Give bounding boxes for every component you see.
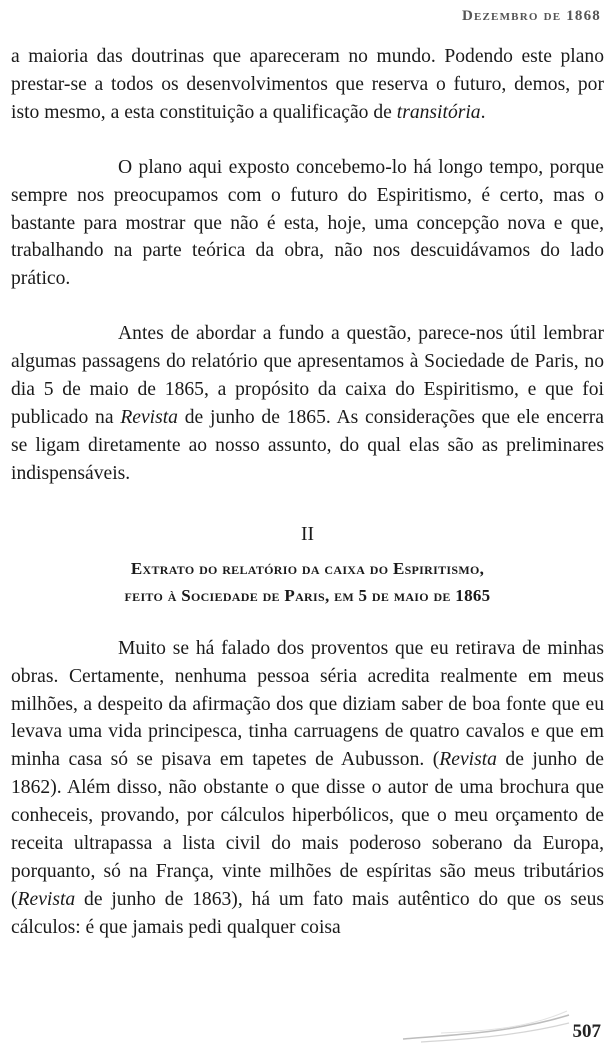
paragraph-text: de junho de 1862). Além disso, não obstante o que disse o autor de uma brochura que conheceis, provando, por cálculos hiperbólicos, que o meu orçamento de receita ultrapassa a lista civil do mais poderoso soberano da Europa, porquanto, só na França, vinte milhões de espíritas são meus tributários (: [11, 749, 604, 910]
paragraph-text: de junho de 1863), há um fato mais autêntico do que os seus cálculos: é que jamais pedi qualquer coisa: [11, 888, 604, 938]
running-header: Dezembro de 1868: [461, 8, 601, 24]
italic-revista: Revista: [17, 888, 76, 910]
paragraph-gap: [11, 488, 604, 515]
paragraph-report-intro: [11, 320, 604, 487]
section-subtitle-line-1: Extrato do relatório da caixa do Espiritismo,: [130, 558, 485, 578]
paragraph-gap: [11, 127, 604, 154]
paragraph-text: Antes de abordar a fundo a questão, parece-nos útil lembrar algumas passagens do relatório que apresentamos à Sociedade de Paris, no dia 5 de maio de 1865, a propósito da caixa do Espiritismo, e que foi publicado na: [11, 323, 604, 428]
paragraph-gap: [11, 609, 604, 635]
paragraph-end: .: [480, 101, 486, 123]
paragraph-report-text: [11, 635, 604, 942]
paragraph-text: Muito se há falado dos proventos que eu retirava de minhas obras. Certamente, nenhuma pessoa séria acredita realmente em meus milhões, a despeito da afirmação dos que diziam saber de boa fonte que eu levava uma vida principesca, tinha carruagens de quatro cavalos e que em minha casa só se pisava em tapetes de Aubusson. (: [11, 637, 604, 771]
italic-revista: Revista: [120, 406, 178, 428]
paragraph-plan: O plano aqui exposto concebemo-lo há longo tempo, porque sempre nos preocupamos com o futuro do Espiritismo, é certo, mas o bastante para mostrar que não é esta, hoje, uma concepção nova e que, trabalhando na parte teórica da obra, não nos descuidávamos do lado prático.: [11, 156, 604, 290]
page-number: 507: [572, 1021, 601, 1042]
footer-swoosh-ornament: [401, 1009, 571, 1043]
paragraph-text: a maioria das doutrinas que apareceram no mundo. Podendo este plano prestar-se a todos os desenvolvimentos que reserva o futuro, demos, por isto mesmo, a esta constituição a qualificação de: [11, 46, 604, 123]
paragraph-gap: [11, 293, 604, 320]
italic-revista: Revista: [439, 749, 497, 771]
section-subtitle-line-2: feito à Sociedade de Paris, em 5 de maio de 1865: [124, 585, 491, 605]
page-body: [11, 43, 604, 942]
section-number: II: [300, 523, 315, 545]
paragraph-text: de junho de 1865. As considerações que ele encerra se ligam diretamente ao nosso assunto, do qual elas são as preliminares indispensáveis.: [11, 406, 604, 484]
paragraph-continued: [11, 43, 604, 127]
italic-term: transitória: [396, 101, 481, 123]
